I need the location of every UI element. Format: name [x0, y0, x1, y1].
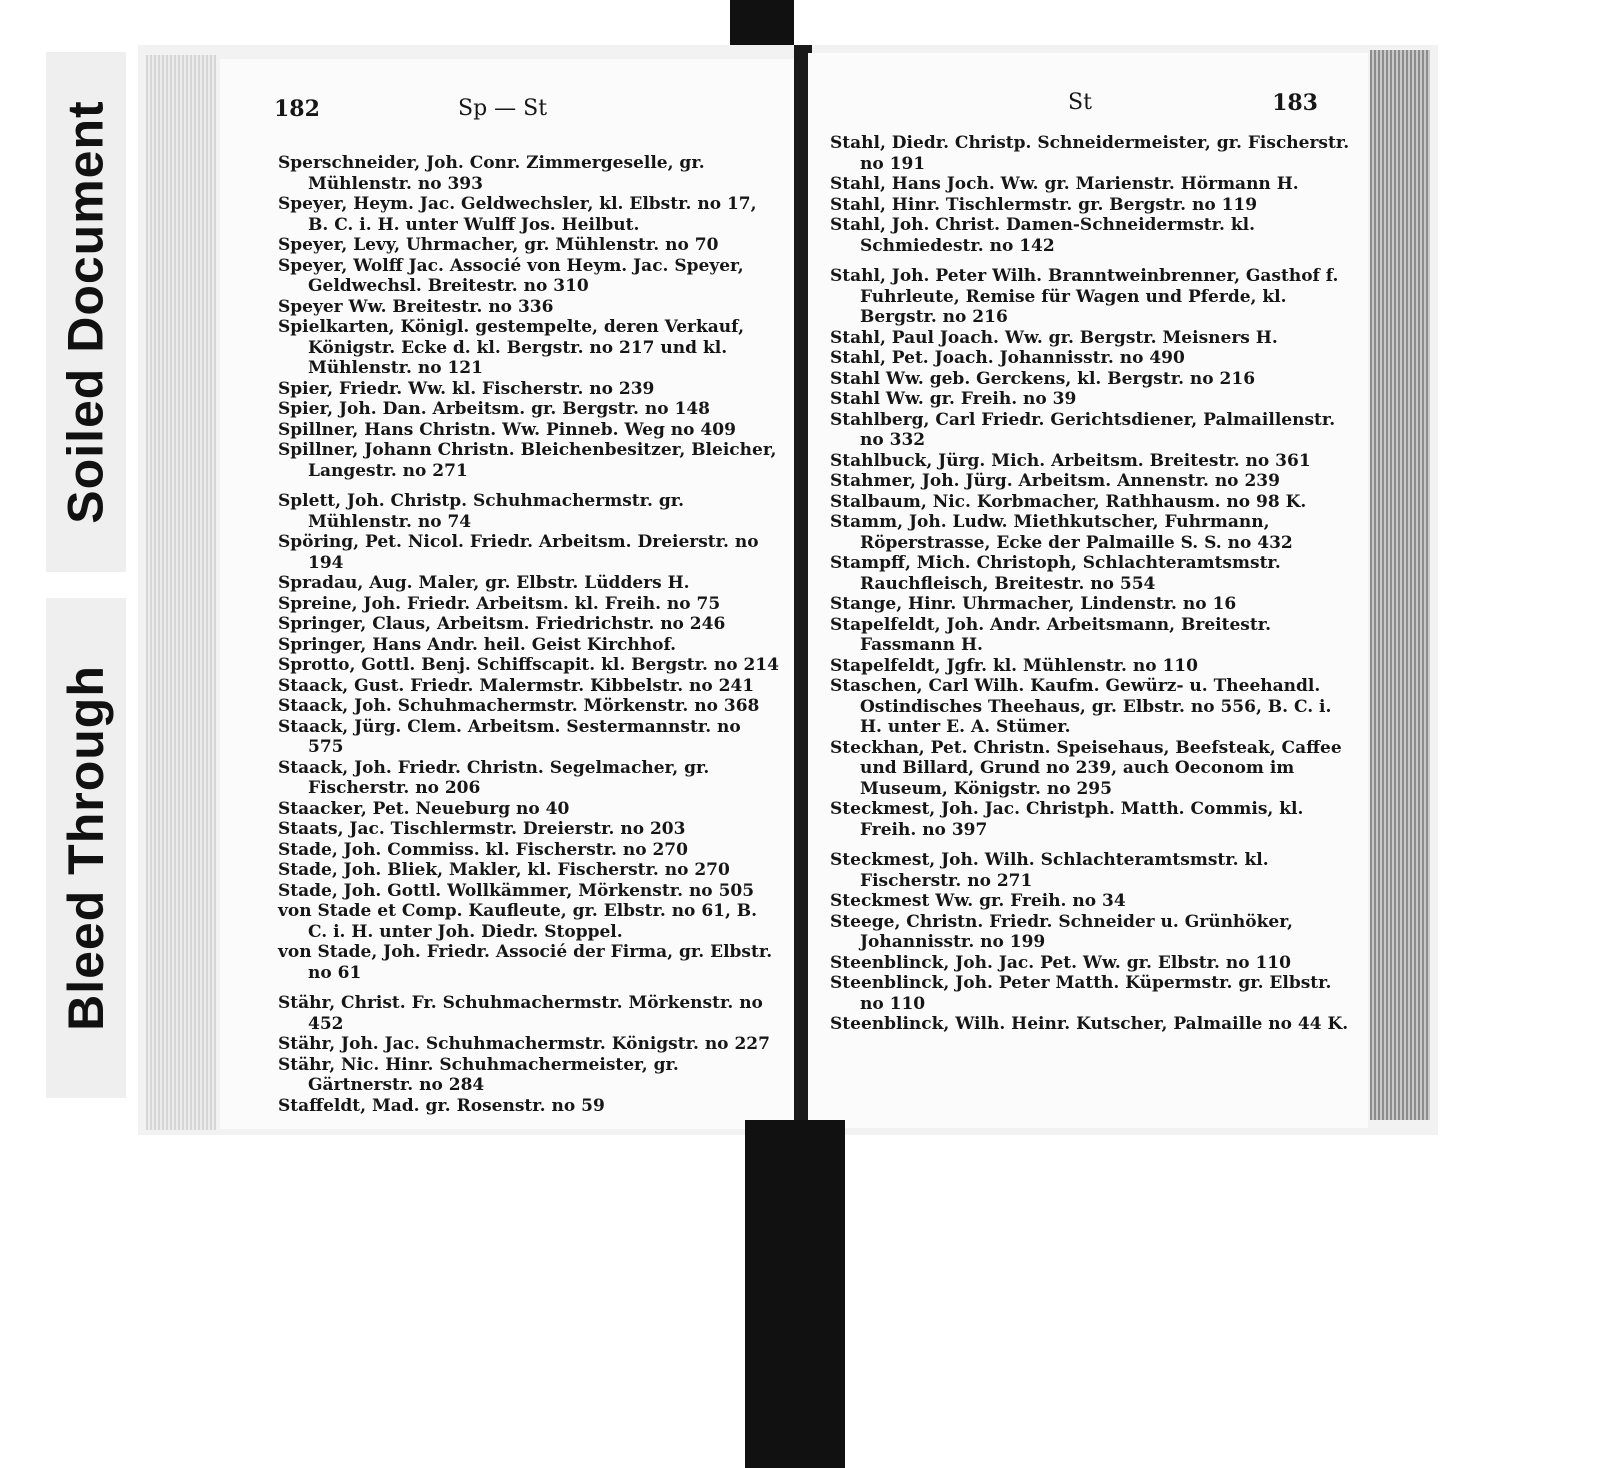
directory-entry: von Stade et Comp. Kaufleute, gr. Elbstr. no 61, B. C. i. H. unter Joh. Diedr. Stoppel.	[278, 901, 758, 942]
directory-entry: Stade, Joh. Gottl. Wollkämmer, Mörkenstr. no 505	[278, 880, 755, 901]
directory-entry: Speyer, Wolff Jac. Associé von Heym. Jac. Speyer, Geldwechsl. Breitestr. no 310	[278, 255, 744, 296]
right-entry-list	[830, 133, 1350, 1035]
open-book	[138, 45, 1438, 1135]
directory-entry: Spöring, Pet. Nicol. Friedr. Arbeitsm. Dreierstr. no 194	[278, 532, 759, 573]
right-page	[808, 53, 1368, 1128]
directory-entry: Steckmest, Joh. Jac. Christph. Matth. Commis, kl. Freih. no 397	[830, 799, 1304, 840]
directory-entry: Stahlberg, Carl Friedr. Gerichtsdiener, Palmaillenstr. no 332	[830, 409, 1336, 450]
entry-spacer	[830, 840, 1350, 850]
directory-entry: Stahl, Hans Joch. Ww. gr. Marienstr. Hörmann H.	[830, 174, 1299, 194]
bleed-through-label	[46, 598, 126, 1098]
directory-entry: Stahl, Diedr. Christp. Schneidermeister, gr. Fischerstr. no 191	[830, 133, 1350, 174]
directory-entry: Steckmest Ww. gr. Freih. no 34	[830, 891, 1126, 911]
directory-entry: Stalbaum, Nic. Korbmacher, Rathhausm. no 98 K.	[830, 491, 1307, 512]
directory-entry: Steege, Christn. Friedr. Schneider u. Grünhöker, Johannisstr. no 199	[830, 911, 1293, 952]
directory-entry: Spier, Friedr. Ww. kl. Fischerstr. no 239	[278, 378, 655, 399]
directory-entry: Stahl, Paul Joach. Ww. gr. Bergstr. Meisners H.	[830, 327, 1278, 348]
soiled-document-label	[46, 52, 126, 572]
bleed-through-text: Bleed Through	[58, 665, 115, 1031]
directory-entry: Spielkarten, Königl. gestempelte, deren Verkauf, Königstr. Ecke d. kl. Bergstr. no 217 und kl. Mühlenstr. no 121	[278, 317, 745, 378]
directory-entry: Splett, Joh. Christp. Schuhmachermstr. gr. Mühlenstr. no 74	[278, 491, 685, 532]
right-page-number: 183	[1272, 90, 1318, 116]
directory-entry: Spillner, Johann Christn. Bleichenbesitzer, Bleicher, Langestr. no 271	[278, 440, 777, 481]
right-page-edges	[1370, 50, 1430, 1120]
entry-spacer	[830, 256, 1350, 266]
directory-entry: Staack, Joh. Friedr. Christn. Segelmacher, gr. Fischerstr. no 206	[278, 757, 710, 798]
left-page-heading: Sp — St	[458, 96, 548, 121]
right-page-heading: St	[1068, 90, 1092, 115]
ribbon-bookmark-bottom	[745, 1120, 845, 1468]
directory-entry: Stahl, Joh. Christ. Damen-Schneidermstr. kl. Schmiedestr. no 142	[830, 215, 1255, 256]
directory-entry: Sprotto, Gottl. Benj. Schiffscapit. kl. Bergstr. no 214	[278, 655, 779, 675]
directory-entry: Stapelfeldt, Joh. Andr. Arbeitsmann, Breitestr. Fassmann H.	[830, 614, 1272, 655]
directory-entry: Stahlbuck, Jürg. Mich. Arbeitsm. Breitestr. no 361	[830, 450, 1311, 471]
left-page-header	[220, 96, 795, 125]
directory-entry: Stähr, Christ. Fr. Schuhmachermstr. Mörkenstr. no 452	[278, 993, 763, 1034]
directory-entry: Steenblinck, Joh. Peter Matth. Küpermstr. gr. Elbstr. no 110	[830, 973, 1332, 1014]
directory-entry: Spreine, Joh. Friedr. Arbeitsm. kl. Freih. no 75	[278, 593, 721, 614]
directory-entry: Stähr, Nic. Hinr. Schuhmachermeister, gr. Gärtnerstr. no 284	[278, 1054, 679, 1095]
directory-entry: Staats, Jac. Tischlermstr. Dreierstr. no 203	[278, 819, 686, 839]
directory-entry: Stähr, Joh. Jac. Schuhmachermstr. Königstr. no 227	[278, 1034, 770, 1054]
directory-entry: Speyer, Heym. Jac. Geldwechsler, kl. Elbstr. no 17, B. C. i. H. unter Wulff Jos. Heilbut.	[278, 194, 757, 235]
left-page	[220, 59, 795, 1129]
directory-entry: Staack, Gust. Friedr. Malermstr. Kibbelstr. no 241	[278, 675, 755, 696]
directory-entry: Speyer Ww. Breitestr. no 336	[278, 296, 554, 317]
entry-spacer	[278, 481, 781, 491]
left-page-edges	[146, 55, 216, 1130]
directory-entry: Spillner, Hans Christn. Ww. Pinneb. Weg no 409	[278, 419, 736, 440]
directory-entry: Stahl, Joh. Peter Wilh. Branntweinbrenner, Gasthof f. Fuhrleute, Remise für Wagen und Pferde, kl. Bergstr. no 216	[830, 266, 1339, 327]
directory-entry: Spier, Joh. Dan. Arbeitsm. gr. Bergstr. no 148	[278, 399, 710, 419]
directory-entry: Stahmer, Joh. Jürg. Arbeitsm. Annenstr. no 239	[830, 471, 1280, 491]
directory-entry: Stahl Ww. geb. Gerckens, kl. Bergstr. no 216	[830, 368, 1256, 389]
directory-entry: Stange, Hinr. Uhrmacher, Lindenstr. no 16	[830, 594, 1237, 614]
directory-entry: Stahl Ww. gr. Freih. no 39	[830, 389, 1077, 409]
directory-entry: Stamm, Joh. Ludw. Miethkutscher, Fuhrmann, Röperstrasse, Ecke der Palmaille S. S. no 432	[830, 512, 1293, 553]
directory-entry: Spradau, Aug. Maler, gr. Elbstr. Lüdders H.	[278, 573, 690, 593]
directory-entry: Stampff, Mich. Christoph, Schlachteramtsmstr. Rauchfleisch, Breitestr. no 554	[830, 553, 1281, 594]
directory-entry: Staack, Joh. Schuhmachermstr. Mörkenstr. no 368	[278, 696, 760, 716]
directory-entry: Speyer, Levy, Uhrmacher, gr. Mühlenstr. no 70	[278, 235, 719, 255]
directory-entry: Springer, Hans Andr. heil. Geist Kirchhof.	[278, 634, 677, 655]
directory-entry: Steckmest, Joh. Wilh. Schlachteramtsmstr. kl. Fischerstr. no 271	[830, 850, 1269, 891]
directory-entry: Steenblinck, Wilh. Heinr. Kutscher, Palmaille no 44 K.	[830, 1014, 1349, 1034]
soiled-document-text: Soiled Document	[58, 100, 114, 524]
right-page-header	[808, 90, 1368, 119]
directory-entry: Staack, Jürg. Clem. Arbeitsm. Sestermannstr. no 575	[278, 716, 741, 757]
directory-entry: Staschen, Carl Wilh. Kaufm. Gewürz- u. Theehandl. Ostindisches Theehaus, gr. Elbstr. no 556, B. C. i. H. unter E. A. Stümer.	[830, 676, 1332, 737]
directory-entry: Stahl, Pet. Joach. Johannisstr. no 490	[830, 348, 1185, 368]
directory-entry: Sperschneider, Joh. Conr. Zimmergeselle, gr. Mühlenstr. no 393	[278, 153, 705, 194]
directory-entry: Stapelfeldt, Jgfr. kl. Mühlenstr. no 110	[830, 655, 1198, 676]
directory-entry: von Stade, Joh. Friedr. Associé der Firma, gr. Elbstr. no 61	[278, 942, 773, 983]
directory-entry: Stade, Joh. Bliek, Makler, kl. Fischerstr. no 270	[278, 860, 730, 880]
directory-entry: Staacker, Pet. Neueburg no 40	[278, 798, 570, 819]
directory-entry: Springer, Claus, Arbeitsm. Friedrichstr. no 246	[278, 614, 726, 634]
entry-spacer	[278, 983, 781, 993]
directory-entry: Stahl, Hinr. Tischlermstr. gr. Bergstr. no 119	[830, 194, 1258, 215]
directory-entry: Steckhan, Pet. Christn. Speisehaus, Beefsteak, Caffee und Billard, Grund no 239, auch Oeconom im Museum, Königstr. no 295	[830, 737, 1342, 799]
directory-entry: Steenblinck, Joh. Jac. Pet. Ww. gr. Elbstr. no 110	[830, 952, 1291, 973]
left-entry-list	[278, 153, 781, 1116]
directory-entry: Staffeldt, Mad. gr. Rosenstr. no 59	[278, 1095, 605, 1116]
left-page-number: 182	[274, 96, 320, 122]
directory-entry: Stade, Joh. Commiss. kl. Fischerstr. no 270	[278, 839, 688, 860]
